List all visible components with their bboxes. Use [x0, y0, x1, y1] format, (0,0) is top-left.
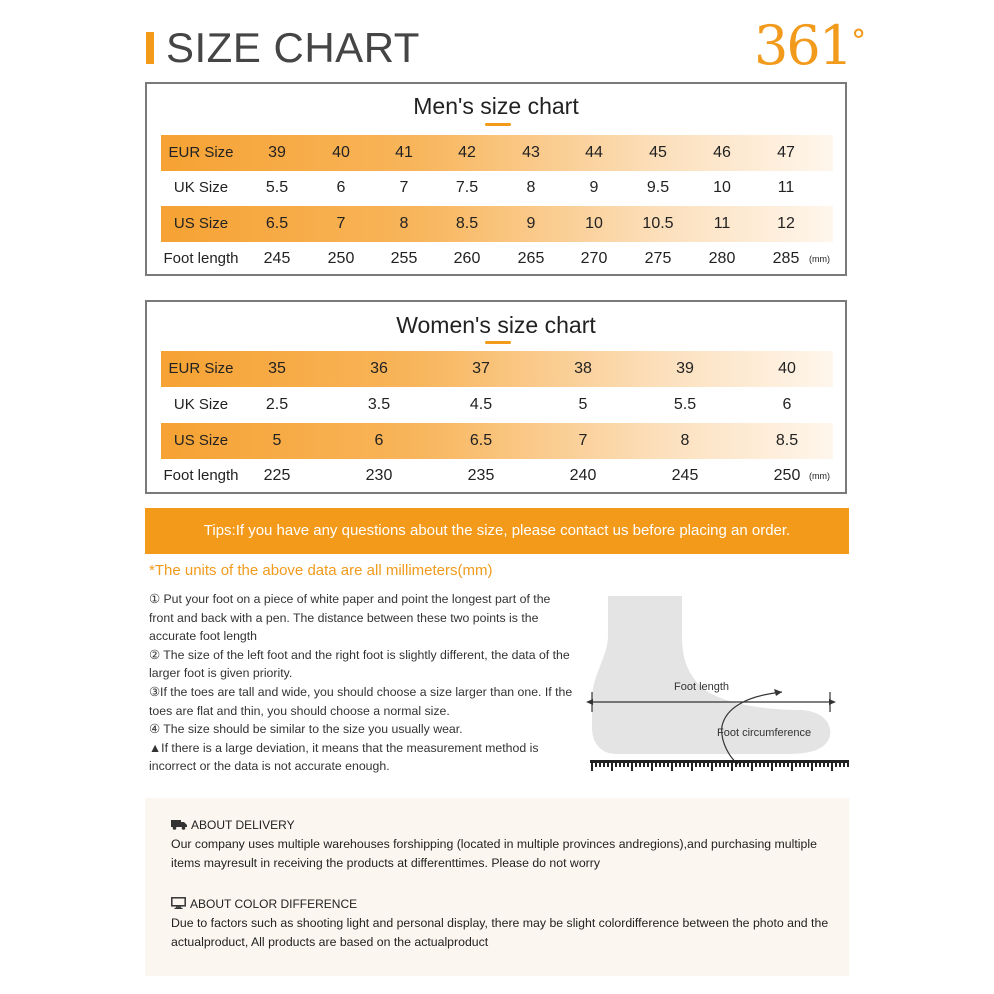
- size-cell: 9: [526, 215, 536, 232]
- size-row: [161, 458, 833, 494]
- color-difference-heading: [171, 897, 357, 912]
- ruler-tick: [691, 760, 693, 771]
- measurement-instructions: [149, 590, 577, 776]
- size-cell: 2.5: [265, 396, 289, 413]
- mens-size-chart: [145, 82, 847, 276]
- ruler-tick: [723, 760, 725, 767]
- size-cell: 36: [370, 360, 388, 377]
- ruler-tick: [671, 760, 673, 771]
- size-cell: 280: [708, 250, 736, 267]
- size-row: [161, 135, 833, 171]
- size-cell: 225: [263, 467, 291, 484]
- womens-title-underline: [485, 341, 511, 344]
- size-cell: 7.5: [455, 179, 479, 196]
- ruler-tick: [827, 760, 829, 767]
- size-cell: 47: [777, 144, 795, 161]
- womens-chart-title: Women's size chart: [396, 312, 596, 338]
- size-cell: 40: [332, 144, 350, 161]
- row-label: US Size: [173, 215, 229, 232]
- size-cell: 265: [517, 250, 545, 267]
- size-cell: 285: [772, 250, 800, 267]
- ruler-tick: [699, 760, 701, 767]
- ruler-tick: [787, 760, 789, 767]
- delivery-text: Our company uses multiple warehouses forshipping (located in multiple provinces andregions),and purchasing multiple items mayresult in receiving the products at differenttimes. Please do not worry: [171, 837, 817, 870]
- size-cell: 270: [580, 250, 608, 267]
- ruler-tick: [643, 760, 645, 767]
- ruler-tick: [639, 760, 641, 767]
- ruler-tick: [799, 760, 801, 767]
- row-label: EUR Size: [168, 360, 234, 377]
- size-cell: 37: [472, 360, 490, 377]
- ruler-tick: [635, 760, 637, 767]
- ruler-tick: [767, 760, 769, 767]
- foot-length-left-arrowhead: [586, 699, 593, 705]
- size-cell: 11: [713, 215, 731, 232]
- ruler-tick: [615, 760, 617, 767]
- ruler-tick: [599, 760, 601, 767]
- units-note: *The units of the above data are all millimeters(mm): [149, 562, 493, 579]
- ruler: [590, 760, 849, 771]
- ruler-tick: [663, 760, 665, 767]
- ruler-tick: [683, 760, 685, 767]
- ruler-tick: [783, 760, 785, 767]
- size-cell: 45: [649, 144, 667, 161]
- ruler-tick: [679, 760, 681, 767]
- foot-circumference-label: Foot circumference: [717, 727, 812, 739]
- size-row: [161, 170, 833, 206]
- row-label: UK Size: [173, 179, 229, 196]
- size-cell: 250: [327, 250, 355, 267]
- ruler-tick: [675, 760, 677, 767]
- ruler-tick: [751, 760, 753, 771]
- unit-label: (mm): [809, 254, 830, 264]
- ruler-tick: [807, 760, 809, 767]
- size-cell: 6: [782, 396, 792, 413]
- size-cell: 6: [374, 432, 384, 449]
- foot-length-right-arrowhead: [829, 699, 836, 705]
- size-cell: 3.5: [367, 396, 391, 413]
- mens-title-underline: [485, 123, 511, 126]
- color-difference-text: Due to factors such as shooting light and personal display, there may be slight colordifference between the photo and the actualproduct, All products are based on the actualproduct: [171, 916, 829, 949]
- size-cell: 9.5: [646, 179, 670, 196]
- ruler-tick: [759, 760, 761, 767]
- size-cell: 10: [713, 179, 731, 196]
- ruler-tick: [667, 760, 669, 767]
- truck-icon: [171, 819, 187, 833]
- ruler-tick: [647, 760, 649, 767]
- ruler-tick: [839, 760, 841, 767]
- size-cell: 5.5: [265, 179, 289, 196]
- size-cell: 245: [263, 250, 291, 267]
- ruler-tick: [755, 760, 757, 767]
- size-cell: 255: [390, 250, 418, 267]
- size-cell: 46: [713, 144, 731, 161]
- ruler-tick: [811, 760, 813, 771]
- info-section: [145, 798, 849, 976]
- ruler-tick: [655, 760, 657, 767]
- ruler-tick: [795, 760, 797, 767]
- size-cell: 6.5: [469, 432, 493, 449]
- foot-measurement-diagram: [586, 592, 850, 776]
- ruler-tick: [819, 760, 821, 767]
- size-cell: 245: [671, 467, 699, 484]
- size-row: [161, 387, 833, 423]
- ruler-tick: [775, 760, 777, 767]
- size-row: [161, 423, 833, 459]
- ruler-tick: [611, 760, 613, 771]
- size-cell: 38: [574, 360, 592, 377]
- instruction-step: ③If the toes are tall and wide, you should choose a size larger than one. If the toes are flat and thin, you should choose a normal size.: [149, 684, 573, 718]
- ruler-tick: [651, 760, 653, 771]
- size-cell: 10.5: [642, 215, 674, 232]
- brand-logo-text: 361: [754, 14, 852, 77]
- size-cell: 40: [778, 360, 796, 377]
- tips-banner: Tips:If you have any questions about the size, please contact us before placing an order.: [145, 508, 849, 554]
- size-cell: 6: [336, 179, 346, 196]
- size-cell: 41: [395, 144, 413, 161]
- size-cell: 39: [268, 144, 286, 161]
- foot-length-label: Foot length: [674, 681, 730, 693]
- ruler-tick: [739, 760, 741, 767]
- size-cell: 39: [676, 360, 694, 377]
- ruler-tick: [835, 760, 837, 767]
- ruler-tick: [843, 760, 845, 767]
- size-cell: 8: [526, 179, 536, 196]
- ruler-tick: [711, 760, 713, 771]
- row-label: EUR Size: [168, 144, 234, 161]
- size-cell: 44: [585, 144, 603, 161]
- size-cell: 9: [589, 179, 599, 196]
- size-cell: 6.5: [265, 215, 289, 232]
- size-cell: 5: [272, 432, 282, 449]
- ruler-tick: [715, 760, 717, 767]
- monitor-icon: [171, 897, 186, 912]
- color-difference-title: ABOUT COLOR DIFFERENCE: [190, 897, 358, 911]
- ruler-tick: [607, 760, 609, 767]
- row-label: Foot length: [163, 467, 239, 484]
- unit-label: (mm): [809, 471, 830, 481]
- size-cell: 11: [777, 179, 795, 196]
- row-label: US Size: [173, 432, 229, 449]
- ruler-tick: [815, 760, 817, 767]
- ruler-tick: [603, 760, 605, 767]
- ruler-tick: [695, 760, 697, 767]
- title-accent-bar: [146, 32, 154, 64]
- page-title: SIZE CHART: [166, 24, 420, 71]
- ruler-tick: [771, 760, 773, 771]
- brand-logo: [754, 16, 866, 76]
- ruler-tick: [747, 760, 749, 767]
- ruler-tick: [727, 760, 729, 767]
- size-cell: 8.5: [775, 432, 799, 449]
- size-cell: 7: [399, 179, 409, 196]
- ruler-tick: [823, 760, 825, 767]
- ruler-tick: [591, 760, 593, 771]
- brand-logo-degree: °: [851, 24, 867, 59]
- size-cell: 7: [336, 215, 346, 232]
- ruler-tick: [763, 760, 765, 767]
- ruler-tick: [779, 760, 781, 767]
- ruler-tick: [595, 760, 597, 767]
- ruler-tick: [735, 760, 737, 767]
- size-cell: 240: [569, 467, 597, 484]
- ruler-tick: [847, 760, 849, 767]
- ruler-tick: [627, 760, 629, 767]
- ruler-tick: [743, 760, 745, 767]
- row-label: UK Size: [173, 396, 229, 413]
- size-cell: 8: [680, 432, 690, 449]
- size-cell: 260: [453, 250, 481, 267]
- size-cell: 8.5: [455, 215, 479, 232]
- ruler-tick: [831, 760, 833, 771]
- delivery-title: ABOUT DELIVERY: [191, 818, 295, 832]
- size-cell: 35: [268, 360, 286, 377]
- ruler-tick: [803, 760, 805, 767]
- circumference-arrowhead: [774, 689, 782, 696]
- ruler-tick: [707, 760, 709, 767]
- instruction-step: ① Put your foot on a piece of white paper and point the longest part of the front and back with a pen. The distance between these two points is the accurate foot length: [149, 592, 551, 644]
- size-cell: 5.5: [673, 396, 697, 413]
- size-cell: 5: [578, 396, 588, 413]
- size-row: [161, 241, 833, 277]
- womens-size-chart: [145, 300, 847, 494]
- instruction-step: ④ The size should be similar to the size you usually wear.: [149, 722, 463, 737]
- row-label: Foot length: [163, 250, 239, 267]
- size-cell: 42: [458, 144, 476, 161]
- size-cell: 275: [644, 250, 672, 267]
- size-cell: 4.5: [469, 396, 493, 413]
- ruler-tick: [619, 760, 621, 767]
- size-cell: 10: [585, 215, 603, 232]
- mens-chart-title: Men's size chart: [413, 93, 579, 119]
- ruler-tick: [731, 760, 733, 771]
- ruler-tick: [659, 760, 661, 767]
- ruler-tick: [631, 760, 633, 771]
- size-row: [161, 206, 833, 242]
- size-row: [161, 351, 833, 387]
- size-cell: 12: [777, 215, 795, 232]
- size-cell: 8: [399, 215, 409, 232]
- ruler-tick: [791, 760, 793, 771]
- ruler-tick: [719, 760, 721, 767]
- instruction-step: ▲If there is a large deviation, it means that the measurement method is incorrect or the data is not accurate enough.: [149, 740, 539, 774]
- ruler-tick: [623, 760, 625, 767]
- size-cell: 230: [365, 467, 393, 484]
- delivery-heading: [171, 818, 295, 833]
- instruction-step: ② The size of the left foot and the right foot is slightly different, the data of the larger foot is given priority.: [149, 647, 570, 681]
- size-cell: 43: [522, 144, 540, 161]
- size-cell: 250: [773, 467, 801, 484]
- ruler-tick: [687, 760, 689, 767]
- size-cell: 235: [467, 467, 495, 484]
- size-cell: 7: [578, 432, 588, 449]
- ruler-tick: [703, 760, 705, 767]
